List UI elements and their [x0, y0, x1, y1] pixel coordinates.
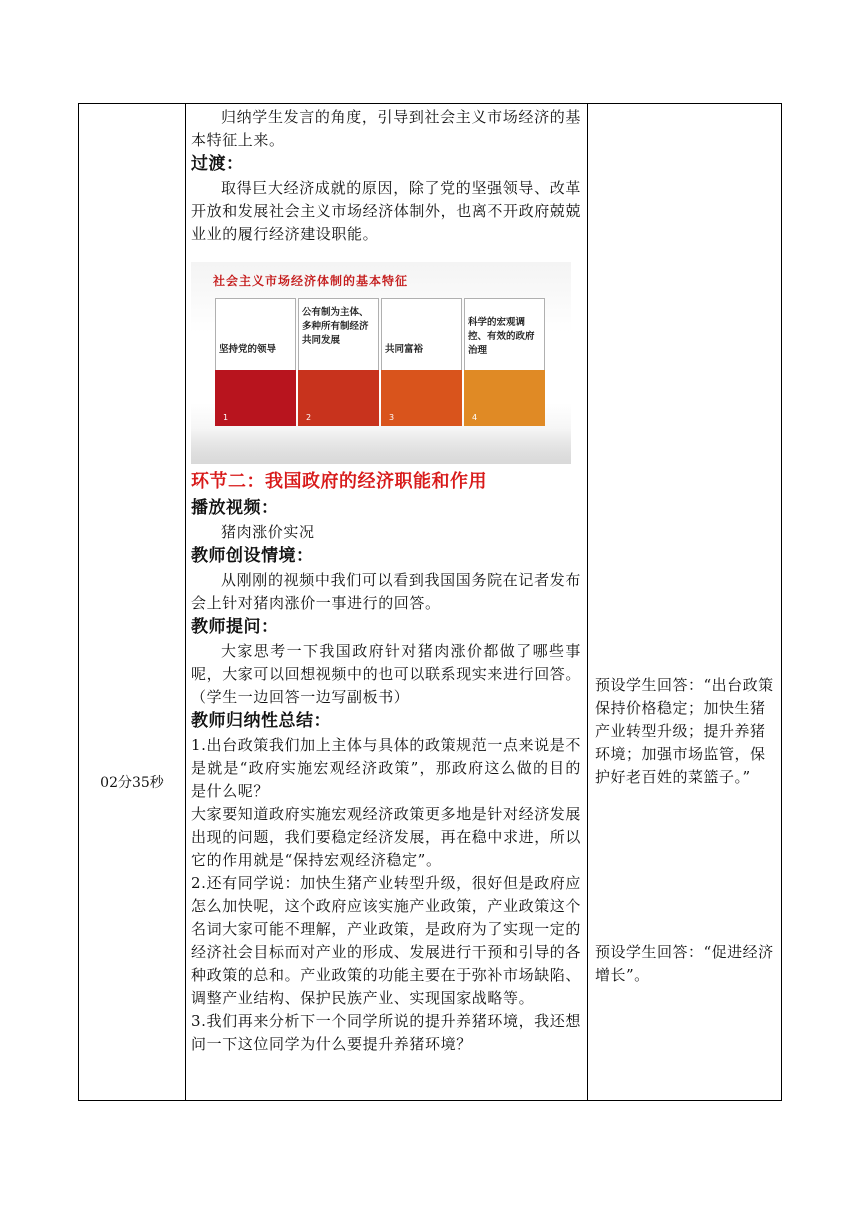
features-figure: [191, 262, 571, 464]
feature-label: 公有制为主体、多种所有制经济共同发展: [302, 307, 369, 346]
time-column: [79, 104, 185, 1100]
feature-label: 坚持党的领导: [219, 344, 277, 355]
column-divider: [587, 104, 588, 1100]
feature-number: 1: [223, 413, 229, 422]
feature-card-2: [298, 298, 379, 426]
heading-video: 播放视频：: [191, 498, 279, 518]
teaching-process-column: [191, 104, 581, 1056]
feature-number: 4: [472, 413, 478, 422]
mountain-decoration: [191, 428, 571, 464]
heading-scenario: 教师创设情境：: [191, 546, 314, 566]
expected-answer-1: 预设学生回答：“出台政策保持价格稳定；加快生猪产业转型升级；提升养猪环境；加强市场监管，保护好老百姓的菜篮子。”: [595, 676, 774, 786]
section-title: 环节二：我国政府的经济职能和作用: [191, 471, 487, 492]
heading-transition: 过渡：: [191, 154, 244, 174]
feature-card-3: [381, 298, 462, 426]
expected-answer-2: 预设学生回答：“促进经济增长”。: [595, 943, 774, 984]
summary-point-3: 3.我们再来分析下一个同学所说的提升养猪环境，我还想问一下这位同学为什么要提升养猪环境？: [191, 1012, 581, 1053]
paragraph-summary: 归纳学生发言的角度，引导到社会主义市场经济的基本特征上来。: [191, 108, 581, 149]
video-name: 猪肉涨价实况: [221, 523, 315, 541]
feature-label: 科学的宏观调控、有效的政府治理: [468, 317, 535, 356]
paragraph-question: 大家思考一下我国政府针对猪肉涨价都做了哪些事呢，大家可以回想视频中的也可以联系现实来进行回答。（学生一边回答一边写副板书）: [191, 642, 582, 706]
feature-card-4: [464, 298, 545, 426]
feature-label: 共同富裕: [385, 344, 424, 355]
feature-number: 2: [306, 413, 312, 422]
column-divider: [185, 104, 186, 1100]
feature-number: 3: [389, 413, 395, 422]
summary-point-1-explanation: 大家要知道政府实施宏观经济政策更多地是针对经济发展出现的问题，我们要稳定经济发展，再在稳中求进，所以它的作用就是“保持宏观经济稳定”。: [191, 805, 582, 869]
lesson-plan-table: [78, 103, 782, 1101]
heading-question: 教师提问：: [191, 617, 279, 637]
time-label: 02分35秒: [100, 775, 164, 791]
summary-point-1: 1.出台政策我们加上主体与具体的政策规范一点来说是不是就是“政府实施宏观经济政策”，那政府这么做的目的是什么呢？: [191, 736, 581, 800]
figure-title: 社会主义市场经济体制的基本特征: [213, 274, 409, 288]
feature-card-1: [215, 298, 296, 426]
paragraph-scenario: 从刚刚的视频中我们可以看到我国国务院在记者发布会上针对猪肉涨价一事进行的回答。: [191, 571, 581, 612]
summary-point-2: 2.还有同学说：加快生猪产业转型升级，很好但是政府应怎么加快呢，这个政府应该实施产业政策，产业政策这个名词大家可能不理解，产业政策，是政府为了实现一定的经济社会目标而对产业的形成、发展进行干预和引导的各种政策的总和。产业政策的功能主要在于弥补市场缺陷、调整产业结构、保护民族产业、实现国家战略等。: [191, 874, 582, 1007]
paragraph-transition: 取得巨大经济成就的原因，除了党的坚强领导、改革开放和发展社会主义市场经济体制外，也离不开政府兢兢业业的履行经济建设职能。: [191, 179, 582, 243]
heading-summary: 教师归纳性总结：: [191, 711, 331, 731]
